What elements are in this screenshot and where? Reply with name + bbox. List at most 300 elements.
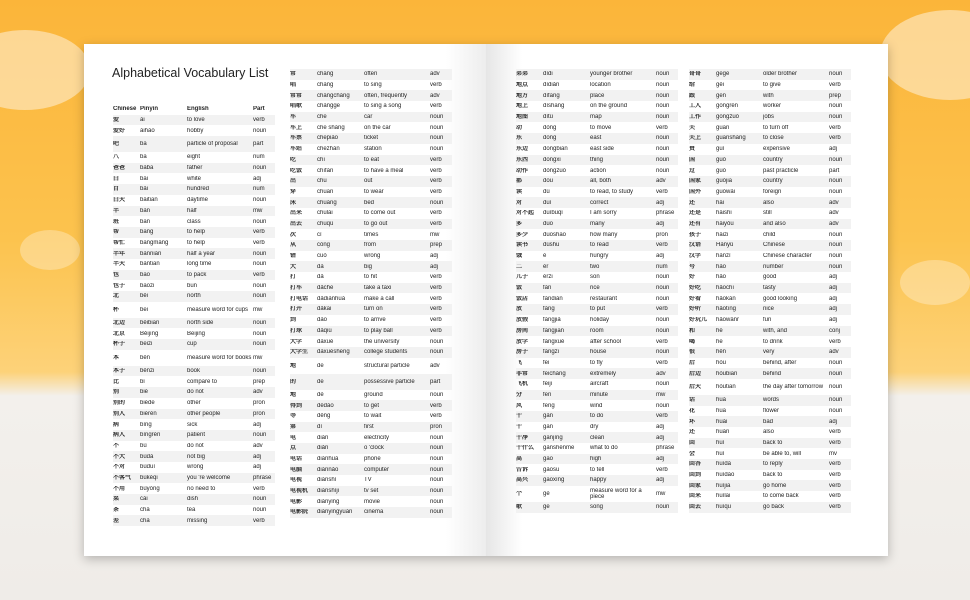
chinese-cell: 病 <box>113 421 120 428</box>
part-cell: noun <box>656 504 670 511</box>
chinese-cell: 给 <box>689 82 696 89</box>
pinyin-cell: dìshang <box>543 103 565 110</box>
english-cell: to put <box>590 306 606 313</box>
chinese-cell: 吧 <box>113 141 120 148</box>
chinese-cell: 唱 <box>290 82 297 89</box>
pinyin-cell: hǎotīng <box>716 306 737 313</box>
english-cell: you 're welcome <box>187 474 231 481</box>
chinese-cell: 干 <box>516 413 523 420</box>
pinyin-cell: bēizi <box>140 341 153 348</box>
chinese-cell: 国家 <box>689 178 702 185</box>
part-cell: noun <box>253 330 267 337</box>
english-cell: foreign <box>763 188 782 195</box>
vocab-row <box>516 69 678 80</box>
english-cell: to read <box>590 242 609 249</box>
english-cell: daytime <box>187 197 209 204</box>
english-cell: to wait <box>364 413 382 420</box>
pinyin-cell: dǎdiànhuà <box>317 295 346 302</box>
chinese-cell: 到 <box>290 317 297 324</box>
chinese-cell: 打 <box>290 274 297 281</box>
vocab-row <box>689 406 851 417</box>
pinyin-cell: dì <box>317 423 323 430</box>
part-cell: part <box>253 141 264 148</box>
part-cell: noun <box>829 263 843 270</box>
chinese-cell: 飞 <box>516 359 523 366</box>
chinese-cell: 跟 <box>689 92 696 99</box>
chinese-cell: 回去 <box>689 504 702 511</box>
chinese-cell: 杯 <box>113 306 120 313</box>
chinese-cell: 高 <box>516 456 523 463</box>
chinese-cell: 很 <box>689 349 696 356</box>
part-cell: adv <box>829 349 839 356</box>
part-cell: noun <box>430 135 444 142</box>
vocab-row <box>689 368 851 379</box>
chinese-cell: 百 <box>113 186 120 193</box>
chinese-cell: 半天 <box>113 261 126 268</box>
english-cell: dish <box>187 496 199 503</box>
pinyin-cell: bāozi <box>140 282 155 289</box>
part-cell: verb <box>656 413 668 420</box>
chinese-cell: 好吃 <box>689 285 702 292</box>
english-cell: the university <box>364 338 400 345</box>
english-cell: holiday <box>590 317 610 324</box>
chinese-cell: 爱 <box>113 117 120 124</box>
part-cell: noun <box>430 488 444 495</box>
chinese-cell: 的 <box>290 378 297 385</box>
pinyin-cell: bēi <box>140 306 149 313</box>
part-cell: verb <box>430 306 442 313</box>
english-cell: electricity <box>364 434 390 441</box>
pinyin-cell: huíqu <box>716 504 732 511</box>
part-cell: prep <box>829 92 842 99</box>
vocab-row <box>689 491 851 502</box>
part-cell: adj <box>253 464 262 471</box>
pinyin-cell: dōu <box>543 178 554 185</box>
part-cell: noun <box>253 368 267 375</box>
part-cell: adv <box>430 92 440 99</box>
vocab-row <box>113 505 275 516</box>
vocab-row <box>516 176 678 187</box>
chinese-cell: 从 <box>290 242 297 249</box>
chinese-cell: 房子 <box>516 349 529 356</box>
english-cell: TV <box>364 477 372 484</box>
part-cell: adj <box>656 253 665 260</box>
english-cell: and also <box>763 220 786 227</box>
part-cell: noun <box>430 349 444 356</box>
pinyin-cell: bāo <box>140 271 151 278</box>
pinyin-cell: àihào <box>140 127 155 134</box>
english-cell: after school <box>590 338 622 345</box>
vocab-row <box>113 248 275 259</box>
english-cell: book <box>187 368 201 375</box>
pinyin-cell: hē <box>716 338 723 345</box>
chinese-cell: 弟弟 <box>516 71 529 78</box>
part-cell: noun <box>656 349 670 356</box>
english-cell: older brother <box>763 71 798 78</box>
pinyin-cell: fángjiān <box>543 327 565 334</box>
chinese-cell: 还有 <box>689 220 702 227</box>
english-cell: to do <box>590 413 604 420</box>
english-cell: half a year <box>187 250 216 257</box>
english-cell: sick <box>187 421 198 428</box>
part-cell: noun <box>656 285 670 292</box>
part-cell: part <box>430 378 441 385</box>
vocab-row <box>290 69 452 80</box>
vocab-row <box>113 270 275 281</box>
part-cell: noun <box>253 250 267 257</box>
vocab-row <box>113 216 275 227</box>
english-cell: north <box>187 293 201 300</box>
chinese-cell: 放 <box>516 306 523 313</box>
part-cell: verb <box>829 135 841 142</box>
chinese-cell: 错 <box>290 253 297 260</box>
vocab-row <box>689 122 851 133</box>
pinyin-cell: èr <box>543 263 549 270</box>
english-cell: younger brother <box>590 71 633 78</box>
english-cell: turn on <box>364 306 383 313</box>
vocab-row <box>290 144 452 155</box>
part-cell: verb <box>430 156 442 163</box>
part-cell: adj <box>253 453 262 460</box>
pinyin-cell: huídá <box>716 461 732 468</box>
pinyin-cell: huíjiā <box>716 482 731 489</box>
chinese-cell: 北 <box>113 293 120 300</box>
pinyin-cell: de <box>317 378 324 385</box>
part-cell: noun <box>656 327 670 334</box>
pinyin-cell: cuò <box>317 253 327 260</box>
pinyin-cell: gān <box>543 424 554 431</box>
pinyin-cell: fàndiàn <box>543 295 563 302</box>
chinese-cell: 床 <box>290 199 297 206</box>
english-cell: on the ground <box>590 103 628 110</box>
pinyin-cell: huí <box>716 440 725 447</box>
part-cell: mv <box>829 450 837 457</box>
english-cell: to hit <box>364 274 378 281</box>
chinese-cell: 大学生 <box>290 349 309 356</box>
vocab-row <box>290 507 452 518</box>
chinese-cell: 对 <box>516 199 523 206</box>
pinyin-cell: hǎo <box>716 274 727 281</box>
pinyin-cell: chá <box>140 507 150 514</box>
chinese-cell: 国 <box>689 156 696 163</box>
english-cell: to wear <box>364 188 384 195</box>
part-cell: adv <box>253 442 263 449</box>
pinyin-cell: guówài <box>716 188 736 195</box>
pinyin-cell: diǎn <box>317 445 329 452</box>
chinese-cell: 饭店 <box>516 295 529 302</box>
chinese-cell: 常 <box>290 71 297 78</box>
vocab-row <box>290 464 452 475</box>
pinyin-cell: gāo <box>543 456 554 463</box>
english-cell: the day after tomorrow <box>763 383 824 390</box>
part-cell: part <box>829 167 840 174</box>
pinyin-cell: huā <box>716 407 727 414</box>
chinese-cell: 饿 <box>516 253 523 260</box>
pinyin-cell: háizi <box>716 231 729 238</box>
vocab-row <box>113 227 275 238</box>
part-cell: noun <box>253 432 267 439</box>
english-cell: words <box>763 397 780 404</box>
pinyin-cell: diànshìjī <box>317 488 340 495</box>
part-cell: phrase <box>656 210 675 217</box>
part-cell: adj <box>253 421 262 428</box>
chinese-cell: 好听 <box>689 306 702 313</box>
chinese-cell: 还 <box>689 429 696 436</box>
part-cell: noun <box>430 477 444 484</box>
english-cell: no need to <box>187 485 216 492</box>
part-cell: adv <box>430 71 440 78</box>
english-cell: jobs <box>763 114 775 121</box>
part-cell: adj <box>829 274 838 281</box>
chinese-cell: 回来 <box>689 493 702 500</box>
english-cell: to close <box>763 135 784 142</box>
part-cell: adv <box>829 199 839 206</box>
chinese-cell: 出 <box>290 178 297 185</box>
vocab-row <box>516 293 678 304</box>
vocab-row <box>290 229 452 240</box>
english-cell: measure word for cups <box>187 306 249 313</box>
vocab-row <box>290 358 452 374</box>
part-cell: num <box>253 186 265 193</box>
pinyin-cell: chēzhàn <box>317 146 340 153</box>
pinyin-cell: cì <box>317 231 322 238</box>
chinese-cell: 房间 <box>516 327 529 334</box>
vocab-row <box>290 283 452 294</box>
english-cell: father <box>187 165 203 172</box>
pinyin-cell: huài <box>716 418 728 425</box>
pinyin-cell: duō <box>543 220 554 227</box>
pinyin-cell: bié <box>140 389 149 396</box>
vocab-row <box>516 475 678 486</box>
vocab-row <box>113 494 275 505</box>
vocab-row <box>290 122 452 133</box>
part-cell: noun <box>430 146 444 153</box>
vocab-row <box>113 125 275 136</box>
english-cell: to help <box>187 239 206 246</box>
pinyin-cell: ài <box>140 117 145 124</box>
pinyin-cell: fēijī <box>543 381 553 388</box>
table-header-row <box>113 104 275 115</box>
english-cell: o 'clock <box>364 445 384 452</box>
chinese-cell: 地上 <box>516 103 529 110</box>
english-cell: out <box>364 178 373 185</box>
part-cell: verb <box>430 413 442 420</box>
english-cell: wrong <box>187 464 204 471</box>
part-cell: noun <box>829 156 843 163</box>
chinese-cell: 班 <box>113 218 120 225</box>
vocab-row <box>516 315 678 326</box>
chinese-cell: 汉字 <box>689 253 702 260</box>
chinese-cell: 不对 <box>113 464 126 471</box>
vocab-row <box>113 339 275 350</box>
part-cell: verb <box>829 504 841 511</box>
vocab-row <box>689 427 851 438</box>
chinese-cell: 吃饭 <box>290 167 303 174</box>
part-cell: adv <box>656 178 666 185</box>
part-cell: noun <box>253 507 267 514</box>
vocab-row <box>516 112 678 123</box>
chinese-cell: 出来 <box>290 210 303 217</box>
pinyin-cell: bùkèqi <box>140 474 158 481</box>
english-cell: ground <box>364 391 383 398</box>
vocab-row <box>290 165 452 176</box>
english-cell: nice <box>763 306 775 313</box>
part-cell: adj <box>829 418 838 425</box>
pinyin-cell: dìfang <box>543 92 560 99</box>
vocab-row <box>113 259 275 270</box>
chinese-cell: 八 <box>113 154 120 161</box>
part-cell: noun <box>430 509 444 516</box>
pinyin-cell: duìbuqǐ <box>543 210 563 217</box>
part-cell: verb <box>430 220 442 227</box>
chinese-cell: 读书 <box>516 242 529 249</box>
vocab-row <box>516 80 678 91</box>
english-cell: worker <box>763 103 782 110</box>
vocab-row <box>113 291 275 302</box>
vocab-row <box>516 240 678 251</box>
vocab-row <box>290 486 452 497</box>
chinese-cell: 东西 <box>516 156 529 163</box>
english-cell: make a call <box>364 295 395 302</box>
part-cell: adj <box>829 295 838 302</box>
vocab-row <box>516 443 678 454</box>
pinyin-cell: bùdà <box>140 453 154 460</box>
english-cell: not big <box>187 453 206 460</box>
part-cell: noun <box>253 282 267 289</box>
vocab-row <box>516 358 678 369</box>
vocab-row <box>113 115 275 126</box>
english-cell: back to <box>763 440 783 447</box>
chinese-cell: 都 <box>516 178 523 185</box>
chinese-cell: 车票 <box>290 135 303 142</box>
page-title: Alphabetical Vocabulary List <box>112 66 269 80</box>
part-cell: noun <box>829 407 843 414</box>
chinese-cell: 打球 <box>290 327 303 334</box>
english-cell: house <box>590 349 607 356</box>
english-cell: thing <box>590 156 604 163</box>
part-cell: mw <box>253 354 263 361</box>
chinese-cell: 多 <box>516 220 523 227</box>
chinese-cell: 帮忙 <box>113 239 126 246</box>
english-cell: good looking <box>763 295 798 302</box>
chinese-cell: 读 <box>516 188 523 195</box>
chinese-cell: 别的 <box>113 400 126 407</box>
pinyin-cell: chēpiào <box>317 135 339 142</box>
chinese-cell: 电影院 <box>290 509 309 516</box>
pinyin-cell: gōngrén <box>716 103 739 110</box>
english-cell: to reply <box>763 461 783 468</box>
pinyin-cell: bā <box>140 154 147 161</box>
english-cell: cup <box>187 341 197 348</box>
pinyin-cell: guó <box>716 156 727 163</box>
part-cell: adv <box>829 210 839 217</box>
vocab-row <box>516 400 678 411</box>
chinese-cell: 杯子 <box>113 341 126 348</box>
pinyin-cell: dǎqiú <box>317 327 332 334</box>
vocab-row <box>689 438 851 449</box>
vocab-row <box>290 197 452 208</box>
chinese-cell: 包子 <box>113 282 126 289</box>
chinese-cell: 别人 <box>113 410 126 417</box>
vocab-row <box>113 184 275 195</box>
vocab-row <box>290 80 452 91</box>
english-cell: take a taxi <box>364 285 392 292</box>
english-cell: be able to, will <box>763 450 802 457</box>
part-cell: adj <box>829 146 838 153</box>
part-cell: noun <box>253 320 267 327</box>
english-cell: wind <box>590 402 603 409</box>
chinese-cell: 号 <box>689 263 696 270</box>
vocab-row <box>516 261 678 272</box>
part-cell: adj <box>656 424 665 431</box>
vocab-row <box>689 416 851 427</box>
vocab-row <box>689 69 851 80</box>
english-cell: car <box>364 114 373 121</box>
pinyin-cell: bùduì <box>140 464 156 471</box>
chinese-cell: 半 <box>113 207 120 214</box>
english-cell: from <box>364 242 376 249</box>
chinese-cell: 出去 <box>290 220 303 227</box>
part-cell: verb <box>430 178 442 185</box>
chinese-cell: 好看 <box>689 295 702 302</box>
english-cell: extremely <box>590 370 617 377</box>
part-cell: adv <box>253 389 263 396</box>
chinese-cell: 关 <box>689 124 696 131</box>
part-cell: adj <box>430 253 439 260</box>
pinyin-cell: diànyǐng <box>317 498 340 505</box>
english-cell: to come out <box>364 210 396 217</box>
part-cell: verb <box>656 188 668 195</box>
part-cell: adj <box>656 199 665 206</box>
english-cell: room <box>590 327 604 334</box>
part-cell: noun <box>656 92 670 99</box>
english-cell: correct <box>590 199 609 206</box>
english-cell: other <box>187 400 201 407</box>
pinyin-cell: gānjìng <box>543 434 563 441</box>
english-cell: ticket <box>364 135 379 142</box>
chinese-cell: 喝 <box>689 338 696 345</box>
part-cell: noun <box>829 103 843 110</box>
part-cell: verb <box>253 117 265 124</box>
vocab-row <box>689 480 851 491</box>
english-cell: possessive particle <box>364 378 415 385</box>
pinyin-cell: biéde <box>140 400 155 407</box>
part-cell: noun <box>430 466 444 473</box>
english-cell: fun <box>763 317 772 324</box>
vocab-row <box>516 486 678 502</box>
vocab-row <box>113 441 275 452</box>
vocab-row <box>689 208 851 219</box>
chinese-cell: 饭 <box>516 285 523 292</box>
pinyin-cell: dìdi <box>543 71 553 78</box>
pinyin-cell: hào <box>716 263 727 270</box>
chinese-cell: 别 <box>113 389 120 396</box>
part-cell: verb <box>829 124 841 131</box>
english-cell: child <box>763 231 776 238</box>
vocab-row <box>689 395 851 406</box>
part-cell: noun <box>253 218 267 225</box>
english-cell: college students <box>364 349 408 356</box>
chinese-cell: 大学 <box>290 338 303 345</box>
english-cell: long time <box>187 261 212 268</box>
pinyin-cell: huílai <box>716 493 731 500</box>
vocab-row <box>290 208 452 219</box>
vocab-row <box>689 261 851 272</box>
pinyin-cell: guānshàng <box>716 135 746 142</box>
part-cell: verb <box>656 466 668 473</box>
pinyin-cell: bǐ <box>140 378 145 385</box>
pinyin-cell: háishi <box>716 210 732 217</box>
